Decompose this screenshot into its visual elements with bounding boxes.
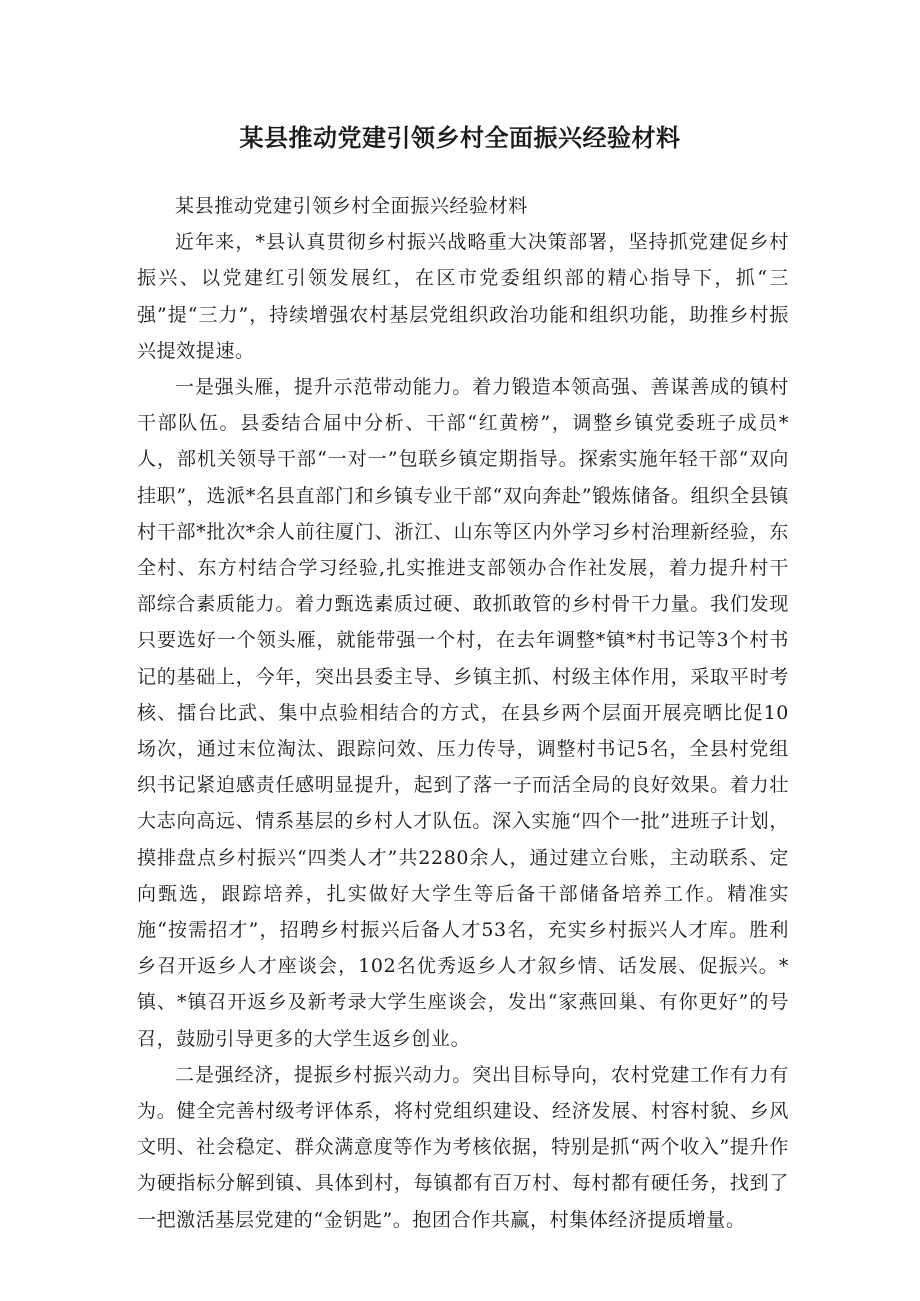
body-paragraph-intro: 近年来，*县认真贯彻乡村振兴战略重大决策部署，坚持抓党建促乡村振兴、以党建红引领发展红，在区市党委组织部的精心指导下，抓“三强”提“三力”，持续增强农村基层党组织政治功能和组织功能，助推乡村振兴提效提速。 [137,231,789,362]
body-paragraph-subtitle: 某县推动党建引领乡村全面振兴经验材料 [175,195,528,217]
body-paragraph-section-one: 一是强头雁，提升示范带动能力。着力锻造本领高强、善谋善成的镇村干部队伍。县委结合届中分析、干部“红黄榜”，调整乡镇党委班子成员*人，部机关领导干部“一对一”包联乡镇定期指导。探索实施年轻干部“双向挂职”，选派*名县直部门和乡镇专业干部“双向奔赴”锻炼储备。组织全县镇村干部*批次*余人前往厦门、浙江、山东等区内外学习乡村治理新经验，东全村、东方村结合学习经验,扎实推进支部领办合作社发展，着力提升村干部综合素质能力。着力甄选素质过硬、敢抓敢管的乡村骨干力量。我们发现只要选好一个领头雁，就能带强一个村，在去年调整*镇*村书记等3个村书记的基础上，今年，突出县委主导、乡镇主抓、村级主体作用，采取平时考核、擂台比武、集中点验相结合的方式，在县乡两个层面开展亮晒比促10场次，通过末位淘汰、跟踪问效、压力传导，调整村书记5名，全县村党组织书记紧迫感责任感明显提升，起到了落一子而活全局的良好效果。着力壮大志向高远、情系基层的乡村人才队伍。深入实施“四个一批”进班子计划，摸排盘点乡村振兴“四类人才”共2280余人，通过建立台账，主动联系、定向甄选，跟踪培养，扎实做好大学生等后备干部储备培养工作。精准实施“按需招才”，招聘乡村振兴后备人才53名，充实乡村振兴人才库。胜利乡召开返乡人才座谈会，102名优秀返乡人才叙乡情、话发展、促振兴。*镇、*镇召开返乡及新考录大学生座谈会，发出“家燕回巢、有你更好”的号召，鼓励引导更多的大学生返乡创业。 [137,376,789,1050]
body-paragraph-section-two: 二是强经济，提振乡村振兴动力。突出目标导向，农村党建工作有力有为。健全完善村级考评体系，将村党组织建设、经济发展、村容村貌、乡风文明、社会稳定、群众满意度等作为考核依据，特别是抓“两个收入”提升作为硬指标分解到镇、具体到村，每镇都有百万村、每村都有硬任务，找到了一把激活基层党建的“金钥匙”。抱团合作共赢，村集体经济提质增量。 [137,1063,789,1231]
document-title: 某县推动党建引领乡村全面振兴经验材料 [239,124,681,152]
document-body [137,188,789,1238]
